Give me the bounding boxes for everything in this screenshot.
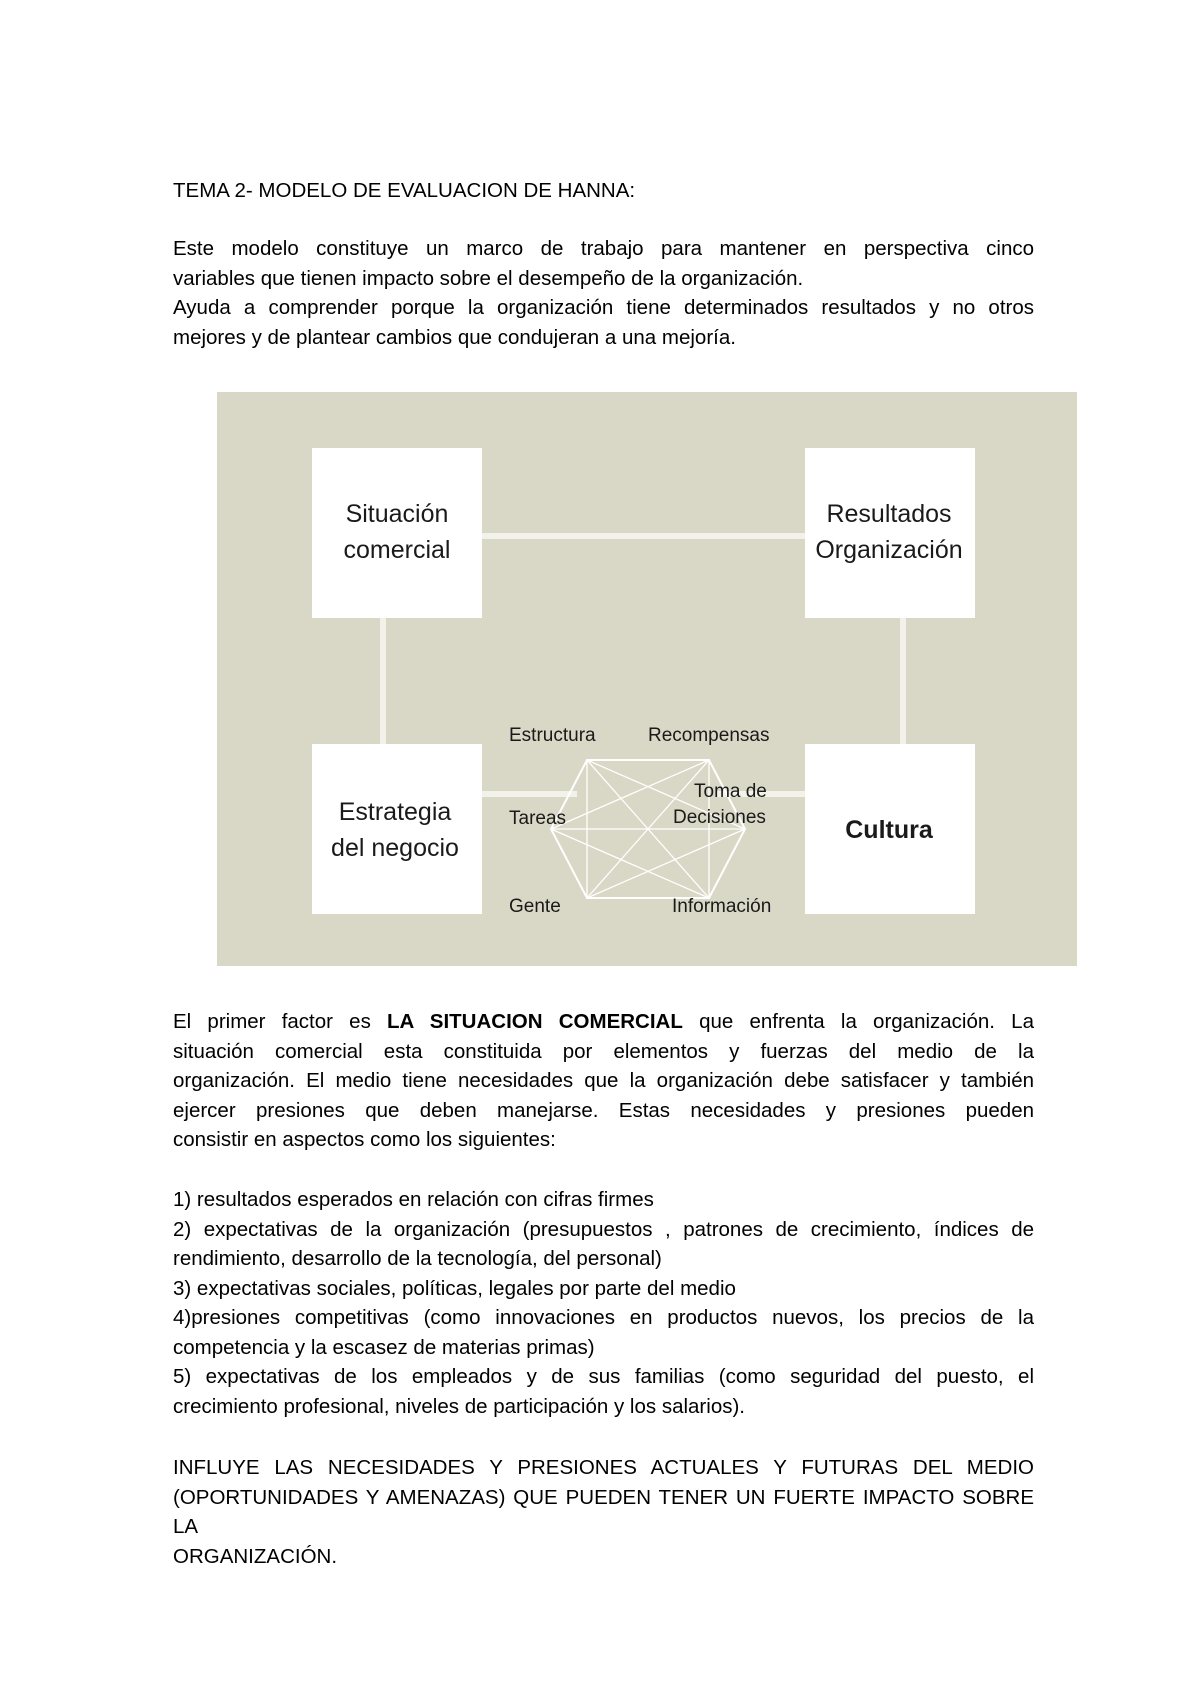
conclusion-line: (OPORTUNIDADES Y AMENAZAS) QUE PUEDEN TENER UN FUERTE IMPACTO SOBRE LA	[173, 1485, 1034, 1538]
box-label: comercial	[343, 536, 451, 564]
label-tareas: Tareas	[509, 808, 567, 829]
box-label: del negocio	[331, 834, 459, 862]
label-toma-de: Toma de	[694, 781, 767, 802]
bold-term: LA SITUACION COMERCIAL	[387, 1010, 683, 1033]
paragraph-line: organización. El medio tiene necesidades que la organización debe satisfacer y también	[173, 1069, 1034, 1092]
box-estrategia-negocio	[312, 744, 482, 914]
list-item: rendimiento, desarrollo de la tecnología, del personal)	[173, 1247, 662, 1270]
box-label: Resultados	[826, 500, 952, 528]
list-item: crecimiento profesional, niveles de participación y los salarios).	[173, 1394, 745, 1418]
box-situacion-comercial	[312, 448, 482, 618]
box-label: Situación	[345, 500, 449, 528]
paragraph-lead: El primer factor es	[173, 1010, 388, 1033]
label-informacion: Información	[672, 896, 772, 917]
list-item: competencia y la escasez de materias primas)	[173, 1335, 595, 1359]
label-decisiones: Decisiones	[673, 807, 766, 828]
conclusion-paragraph	[173, 1453, 1034, 1571]
document-title: TEMA 2- MODELO DE EVALUACION DE HANNA:	[173, 179, 636, 202]
paragraph-tail: que enfrenta la organización. La	[682, 1010, 1034, 1033]
diagram-svg	[217, 392, 1077, 966]
paragraph-line	[173, 1007, 1034, 1037]
situacion-comercial-paragraph	[173, 1007, 1034, 1155]
intro-line: Este modelo constituye un marco de trabajo para mantener en perspectiva cinco	[173, 237, 1034, 260]
aspects-list	[173, 1185, 1034, 1421]
intro-line: Ayuda a comprender porque la organización tiene determinados resultados y no otros	[173, 296, 1034, 319]
box-label: Estrategia	[338, 798, 452, 826]
box-label: Cultura	[845, 816, 933, 844]
intro-paragraph	[173, 234, 1034, 352]
intro-line: mejores y de plantear cambios que condujeran a una mejoría.	[173, 325, 736, 349]
list-item: 1) resultados esperados en relación con cifras firmes	[173, 1188, 654, 1211]
label-gente: Gente	[509, 896, 561, 917]
label-estructura: Estructura	[509, 725, 596, 746]
list-item: 5) expectativas de los empleados y de sus familias (como seguridad del puesto, el	[173, 1365, 1034, 1388]
list-item: 4)presiones competitivas (como innovaciones en productos nuevos, los precios de la	[173, 1306, 1034, 1329]
conclusion-line: INFLUYE LAS NECESIDADES Y PRESIONES ACTUALES Y FUTURAS DEL MEDIO	[173, 1456, 1034, 1479]
paragraph-line: situación comercial esta constituida por elementos y fuerzas del medio de la	[173, 1039, 1034, 1063]
label-recompensas: Recompensas	[648, 725, 770, 746]
paragraph-line: ejercer presiones que deben manejarse. Estas necesidades y presiones pueden	[173, 1098, 1034, 1122]
box-resultados-organizacion	[805, 448, 975, 618]
intro-line: variables que tienen impacto sobre el desempeño de la organización.	[173, 266, 804, 290]
list-item: 2) expectativas de la organización (presupuestos , patrones de crecimiento, índices de	[173, 1217, 1034, 1241]
hanna-model-diagram	[217, 392, 1077, 966]
conclusion-line: ORGANIZACIÓN.	[173, 1544, 338, 1568]
list-item: 3) expectativas sociales, políticas, legales por parte del medio	[173, 1276, 736, 1300]
paragraph-line: consistir en aspectos como los siguientes:	[173, 1128, 556, 1151]
box-label: Organización	[815, 536, 963, 564]
